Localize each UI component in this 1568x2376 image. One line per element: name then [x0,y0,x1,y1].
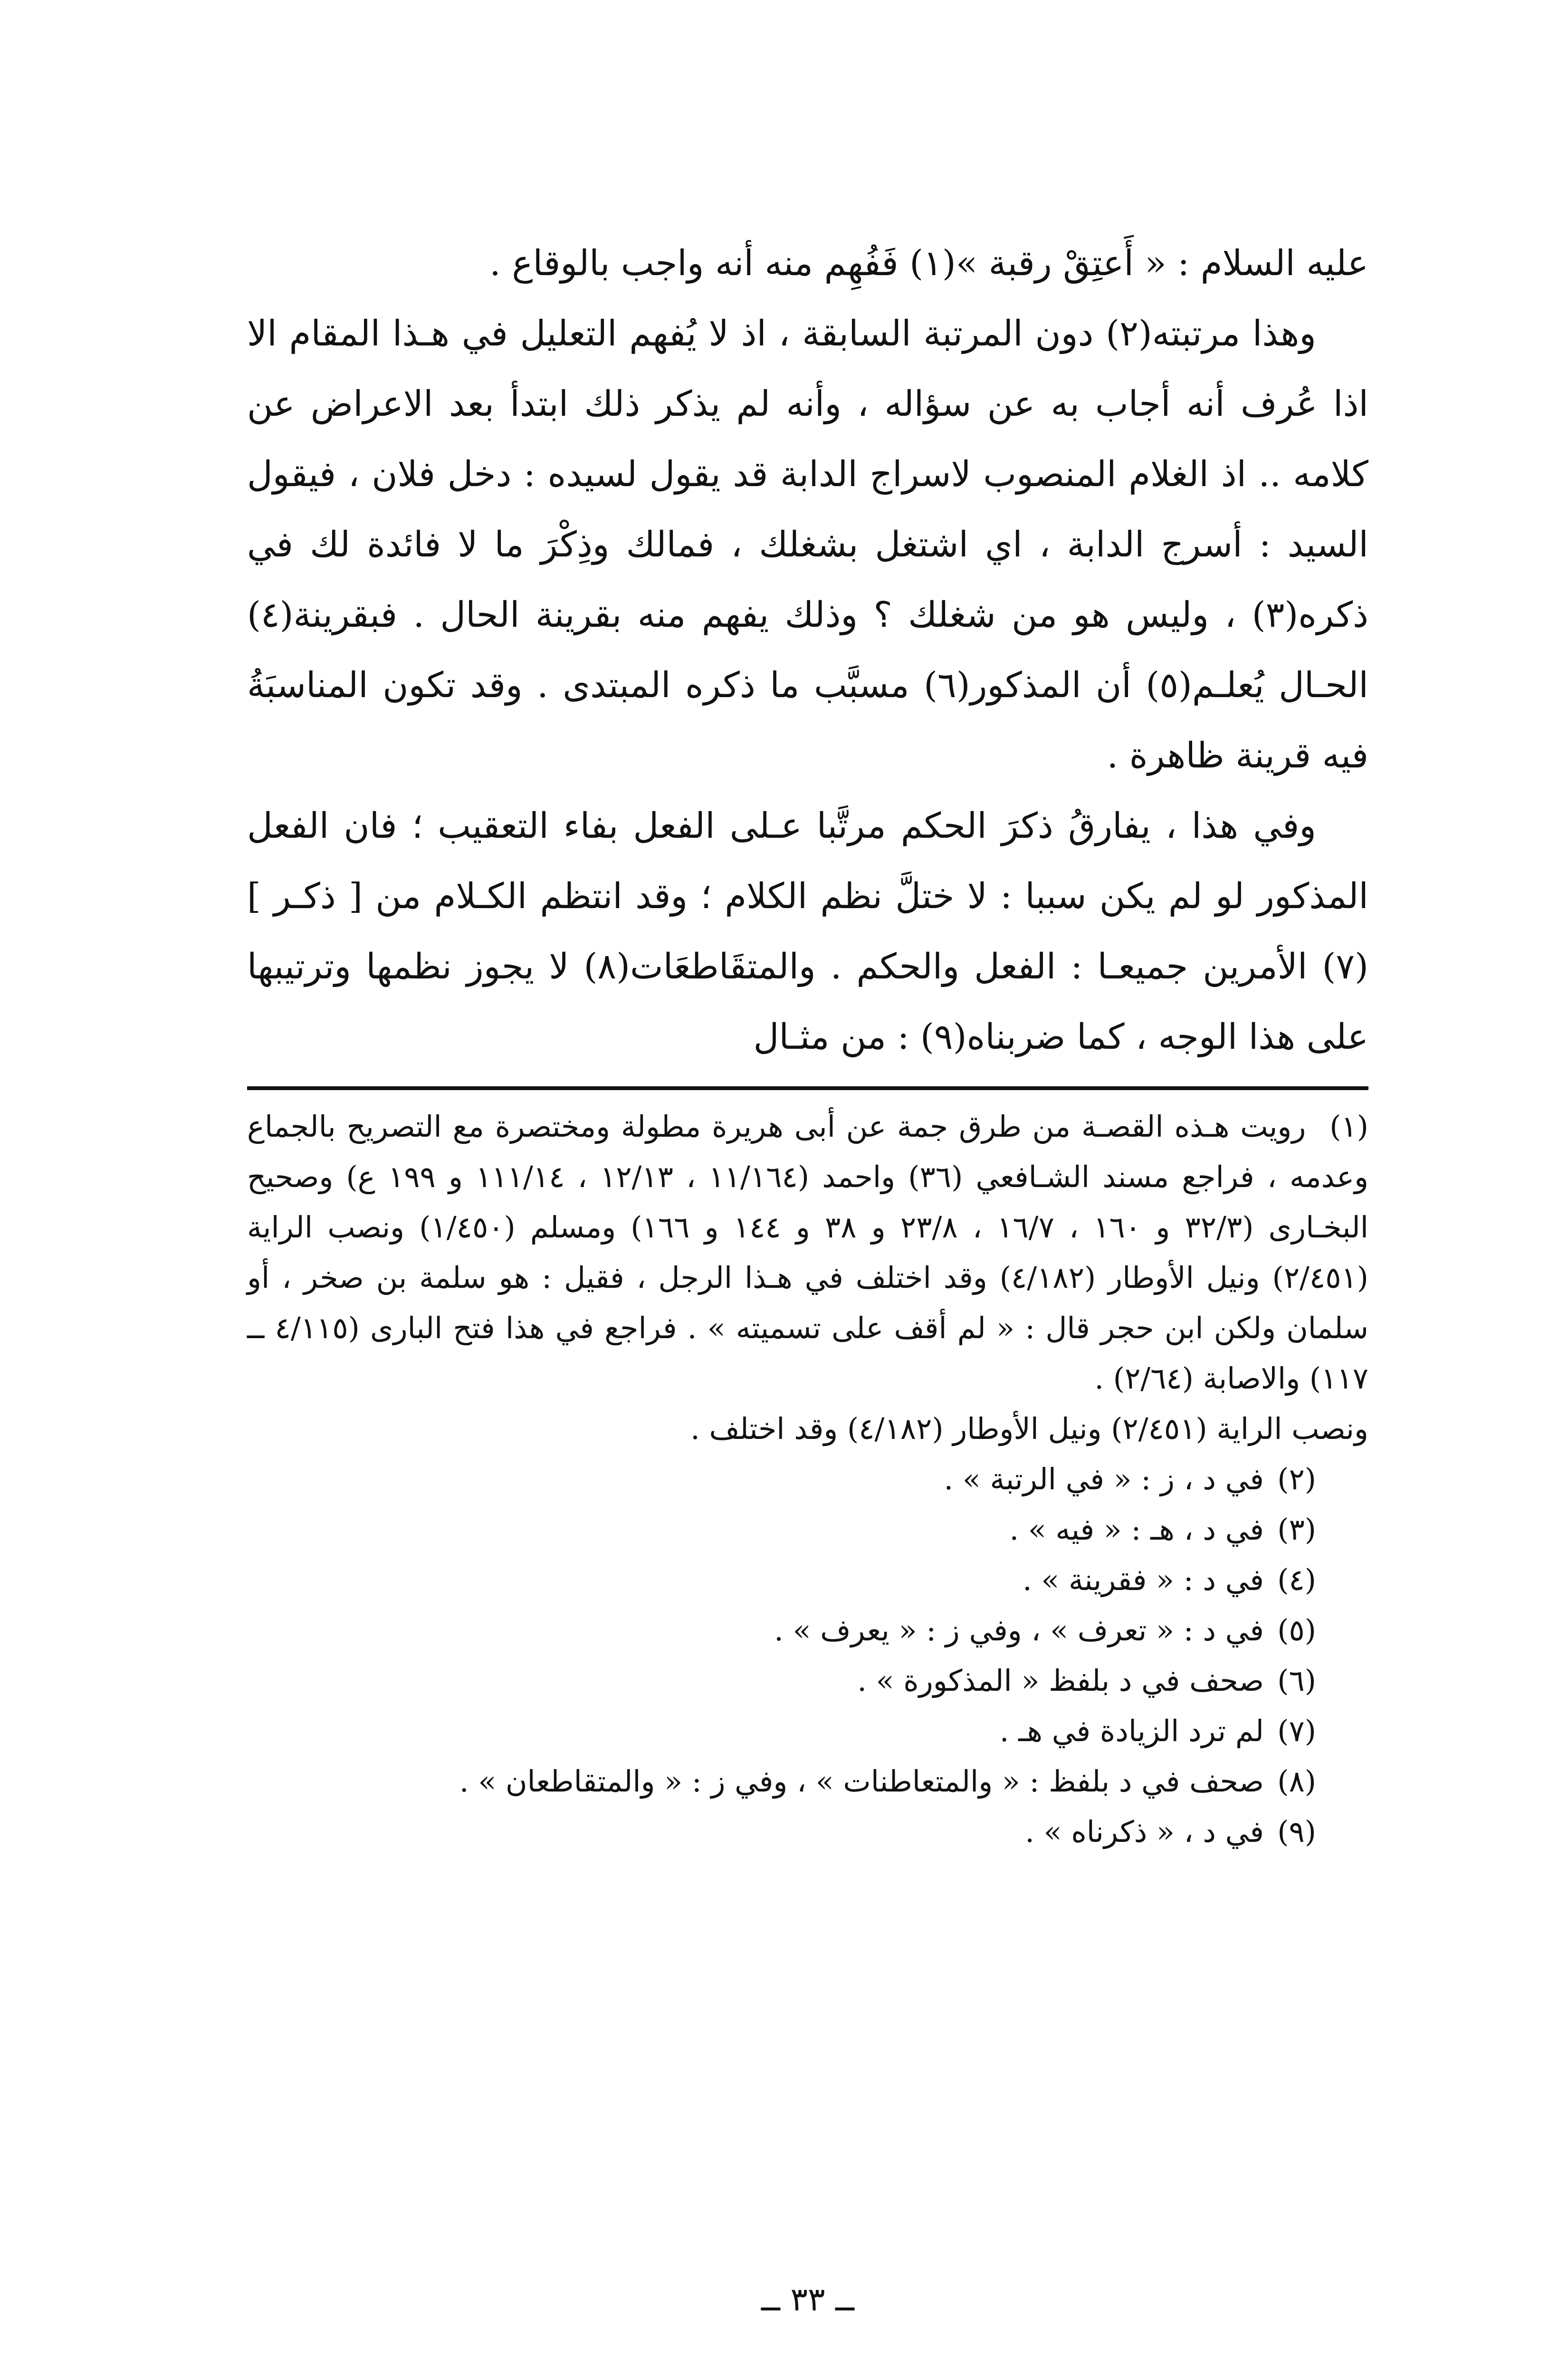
footnote-continuation: ونصب الراية (٢/٤٥١) ونيل الأوطار (٤/١٨٢) وقد اختلف . [690,1411,1368,1446]
footnote-8 [247,1756,1316,1807]
paragraph-3: وفي هذا ، يفارقُ ذكرَ الحكم مرتَّبا عـلى الفعل بفاء التعقيب ؛ فان الفعل المذكور لو لم يكن سببا : لا ختلَّ نظم الكلام ؛ وقد انتظم الكـلام من [ ذكـر ](٧) الأمرين جميعـا : الفعل والحكم . والمتقَاطعَات(٨) لا يجوز نظمها وترتيبها على هذا الوجه ، كما ضربناه(٩) : من مثـال [247,805,1368,1057]
footnote-text: صحف في د بلفظ « المذكورة » . [857,1663,1264,1698]
book-page [247,228,1368,2328]
footnote-4 [247,1555,1316,1605]
footnote-number: (١) [1329,1109,1368,1144]
footnote-1 [247,1102,1368,1404]
footnote-text: في د ، هـ : « فيه » . [1009,1512,1264,1547]
footnote-text: في د ، « ذكرناه » . [1025,1814,1264,1849]
footnote-number: (٧) [1277,1714,1316,1748]
footnote-number: (٩) [1277,1814,1316,1849]
footnote-number: (٥) [1277,1613,1316,1648]
footnote-number: (٦) [1277,1663,1316,1698]
main-text [247,228,1368,1072]
footnote-number: (٣) [1277,1512,1316,1547]
footnote-9 [247,1807,1316,1857]
paragraph-2: وهذا مرتبته(٢) دون المرتبة السابقة ، اذ لا يُفهم التعليل في هـذا المقام الا اذا عُرف أنه أجاب به عن سؤاله ، وأنه لم يذكر ذلك ابتدأ بعد الاعراض عن كلامه .. اذ الغلام المنصوب لاسراج الدابة قد يقول لسيده : دخل فلان ، فيقول السيد : أسرج الدابة ، اي اشتغل بشغلك ، فمالك وذِكْرَ ما لا فائدة لك في ذكره(٣) ، وليس هو من شغلك ؟ وذلك يفهم منه بقرينة الحال . فبقرينة(٤) الحـال يُعلـم(٥) أن المذكور(٦) مسبَّب ما ذكره المبتدى . وقد تكون المناسبَةُ فيه قرينة ظاهرة . [247,313,1368,776]
footnote-number: (٢) [1277,1462,1316,1496]
footnote-text: لم ترد الزيادة في هـ . [999,1714,1264,1748]
paragraph-1: عليه السلام : « أَعتِقْ رقبة »(١) فَفُهِم منه أنه واجب بالوقاع . [489,243,1368,284]
footnote-text: صحف في د بلفظ : « والمتعاطنات » ، وفي ز : « والمتقاطعان » . [459,1764,1264,1799]
footnote-6 [247,1656,1316,1706]
footnote-number: (٨) [1277,1764,1316,1799]
footnote-divider [247,1086,1368,1090]
footnote-text: رويت هـذه القصـة من طرق جمة عن أبى هريرة مطولة ومختصرة مع التصريح بالجماع وعدمه ، فراجع مسند الشـافعي (٣٦) واحمد (١١/١٦٤ ، ١٢/١٣ ، ١١١/١٤ و ١٩٩ ع) وصحيح البخـارى (٣٢/٣ و ١٦٠ ، ١٦/٧ ، ٢٣/٨ و ٣٨ و ١٤٤ و ١٦٦) ومسلم (١/٤٥٠) ونصب الراية (٢/٤٥١) ونيل الأوطار (٤/١٨٢) وقد اختلف في هـذا الرجل ، فقيل : هو سلمة بن صخر ، أو سلمان ولكن ابن حجر قال : « لم أقف على تسميته » . فراجع في هذا فتح البارى (٤/١١٥ ــ ١١٧) والاصابة (٢/٦٤) . [247,1109,1369,1396]
footnote-text: في د : « فقرينة » . [1022,1562,1264,1597]
footnote-number: (٤) [1277,1562,1316,1597]
footnote-text: في د : « تعرف » ، وفي ز : « يعرف » . [774,1613,1264,1648]
footnote-list [247,1454,1368,1857]
footnotes-section [247,1102,1368,1857]
footnote-7 [247,1706,1316,1756]
page-number: ــ ٣٣ ــ [761,2281,854,2319]
footnote-5 [247,1605,1316,1656]
footnote-text: في د ، ز : « في الرتبة » . [944,1462,1264,1496]
footnote-2 [247,1454,1316,1504]
footnote-3 [247,1504,1316,1555]
